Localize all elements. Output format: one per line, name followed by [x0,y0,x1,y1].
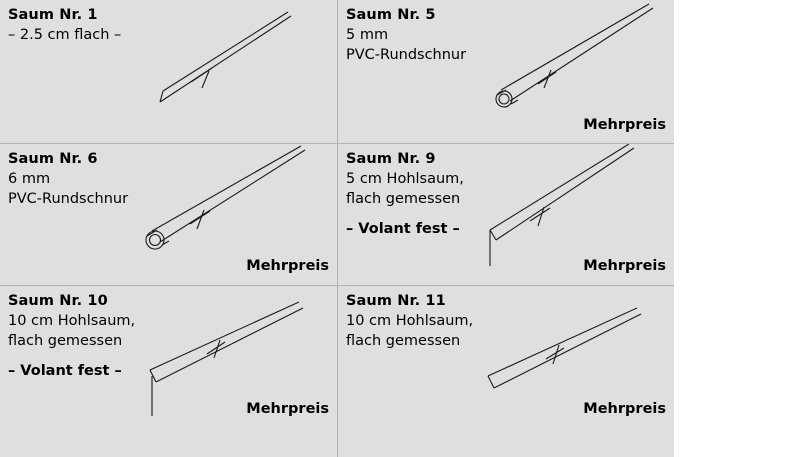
hem-option-saum-1 [0,0,337,143]
hem-volant-note: – Volant fest – [8,363,122,379]
hem-option-saum-6 [0,144,337,285]
mehrpreis-label: Mehrpreis [583,258,666,274]
hem-detail-line: 10 cm Hohlsaum, [346,313,474,329]
hem-detail-line: – 2.5 cm flach – [8,27,122,43]
hem-text-block-saum-9 [346,150,526,239]
hem-detail-line: flach gemessen [8,333,123,349]
hem-title: Saum Nr. 11 [346,293,446,309]
hem-title: Saum Nr. 9 [346,151,436,167]
hem-detail-line: 10 cm Hohlsaum, [8,313,136,329]
hem-title: Saum Nr. 5 [346,7,436,23]
hem-text-block-saum-10 [8,292,188,381]
hem-volant-note: – Volant fest – [346,221,460,237]
hem-detail-line: PVC-Rundschnur [8,191,129,207]
hem-text-block-saum-11 [346,292,526,351]
mehrpreis-label: Mehrpreis [246,401,329,417]
mehrpreis-label: Mehrpreis [583,117,666,133]
mehrpreis-label: Mehrpreis [246,258,329,274]
hem-text-block-saum-6 [8,150,188,209]
hem-detail-line: 6 mm [8,171,51,187]
hem-detail-line: 5 mm [346,27,389,43]
page-margin [674,0,800,457]
hem-option-saum-11 [338,286,674,457]
hem-text-block-saum-5 [346,6,526,65]
hem-title: Saum Nr. 6 [8,151,98,167]
hem-detail-line: flach gemessen [346,333,461,349]
hem-detail-line: flach gemessen [346,191,461,207]
hem-option-saum-10 [0,286,337,457]
hem-text-block-saum-1 [8,6,188,45]
mehrpreis-label: Mehrpreis [583,401,666,417]
hem-option-saum-9 [338,144,674,285]
hem-option-saum-5 [338,0,674,143]
hem-detail-line: 5 cm Hohlsaum, [346,171,464,187]
hem-detail-line: PVC-Rundschnur [346,47,467,63]
hem-title: Saum Nr. 1 [8,7,98,23]
hem-title: Saum Nr. 10 [8,293,108,309]
